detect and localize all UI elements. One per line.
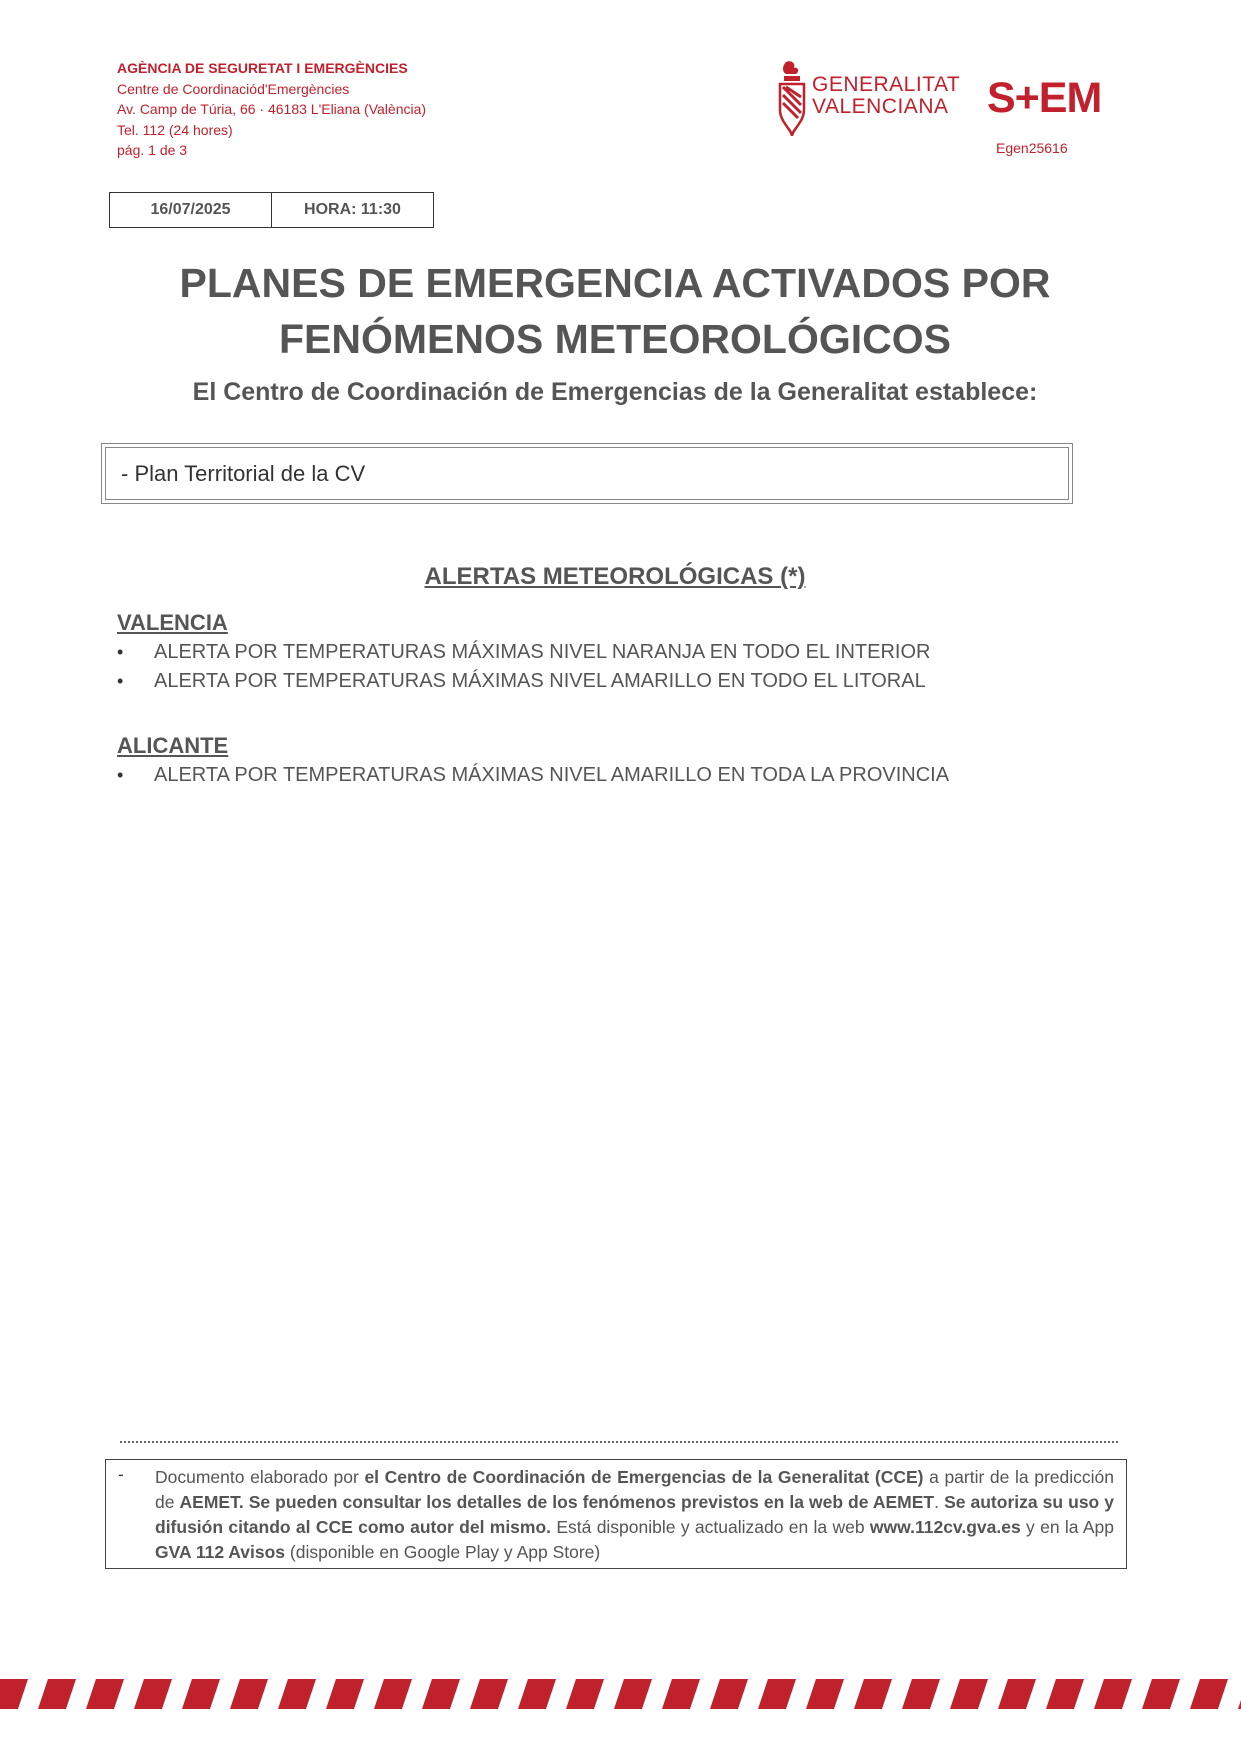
footer-web-link[interactable]: www.112cv.gva.es — [869, 1517, 1021, 1537]
dash-marker: - — [118, 1465, 124, 1484]
alert-list-valencia — [117, 638, 930, 696]
agency-header — [117, 58, 426, 161]
footer-text-part: y en la App — [1020, 1517, 1114, 1537]
stripe — [374, 1679, 412, 1709]
plan-box — [101, 443, 1073, 504]
stripe — [710, 1679, 748, 1709]
alert-text: ALERTA POR TEMPERATURAS MÁXIMAS NIVEL NARANJA EN TODO EL INTERIOR — [154, 641, 931, 663]
stripe — [998, 1679, 1036, 1709]
list-item — [117, 761, 949, 790]
stripe — [38, 1679, 76, 1709]
stripe — [614, 1679, 652, 1709]
stripe — [1094, 1679, 1132, 1709]
document-code: Egen25616 — [996, 140, 1068, 156]
stripe — [1142, 1679, 1180, 1709]
footer-text — [155, 1465, 1114, 1568]
page-title — [0, 255, 1230, 367]
stripe — [854, 1679, 892, 1709]
date-time-box — [109, 192, 434, 228]
stripe — [518, 1679, 556, 1709]
subtitle: El Centro de Coordinación de Emergencias de la Generalitat establece: — [192, 378, 1038, 406]
agency-name: AGÈNCIA DE SEGURETAT I EMERGÈNCIES — [117, 60, 408, 76]
logo-line-2: VALENCIANA — [812, 95, 949, 118]
list-item — [117, 667, 930, 696]
alert-text: ALERTA POR TEMPERATURAS MÁXIMAS NIVEL AMARILLO EN TODA LA PROVINCIA — [154, 764, 950, 786]
bullet-icon: • — [117, 642, 124, 662]
footer-text-part: a partir de la predicción de — [155, 1467, 1114, 1512]
region-heading-alicante: ALICANTE — [117, 733, 229, 758]
stripe — [1046, 1679, 1084, 1709]
stripe — [902, 1679, 940, 1709]
footer-bold-part: AEMET. Se pueden consultar los detalles de los fenómenos previstos en la web de AEMET — [179, 1492, 935, 1512]
logo-line-1: GENERALITAT — [812, 73, 961, 96]
stripe — [950, 1679, 988, 1709]
stripe — [278, 1679, 316, 1709]
stripe — [662, 1679, 700, 1709]
region-heading-valencia: VALENCIA — [117, 610, 228, 635]
footer-text-part: . — [934, 1492, 945, 1512]
phone: Tel. 112 (24 hores) — [117, 121, 233, 138]
stripe — [182, 1679, 220, 1709]
stripe — [470, 1679, 508, 1709]
time: HORA: 11:30 — [271, 193, 433, 227]
footer-text-part: (disponible en Google Play y App Store) — [285, 1542, 601, 1562]
stripe — [422, 1679, 460, 1709]
stripe — [806, 1679, 844, 1709]
sem-logo: S+EM — [987, 74, 1102, 122]
footer-bold-part: el Centro de Coordinación de Emergencias de la Generalitat (CCE) — [364, 1467, 924, 1487]
stripe — [230, 1679, 268, 1709]
footer-text-part: Documento elaborado por — [155, 1467, 365, 1487]
stripe — [86, 1679, 124, 1709]
alerts-title: ALERTAS METEOROLÓGICAS (*) — [424, 563, 806, 590]
generalitat-wordmark — [812, 74, 960, 118]
stripe — [0, 1679, 28, 1709]
hazard-stripes — [0, 1679, 1241, 1709]
title-line-2: FENÓMENOS METEOROLÓGICOS — [279, 316, 951, 362]
page-number: pág. 1 de 3 — [117, 142, 188, 158]
stripe — [134, 1679, 172, 1709]
title-line-1: PLANES DE EMERGENCIA ACTIVADOS POR — [179, 260, 1051, 306]
alert-text: ALERTA POR TEMPERATURAS MÁXIMAS NIVEL AMARILLO EN TODO EL LITORAL — [154, 670, 926, 692]
footer-text-part: Está disponible y actualizado en la web — [551, 1517, 870, 1537]
address: Av. Camp de Túria, 66 · 46183 L'Eliana (València) — [117, 101, 427, 117]
stripe — [1190, 1679, 1228, 1709]
plan-text: - Plan Territorial de la CV — [105, 447, 1069, 500]
footer-note — [105, 1459, 1127, 1569]
bullet-icon: • — [117, 765, 124, 785]
stripe — [326, 1679, 364, 1709]
footer-bold-part: Se autoriza su uso y difusión citando al CCE como autor del mismo. — [155, 1492, 1115, 1537]
stripe — [758, 1679, 796, 1709]
bullet-icon: • — [117, 671, 124, 691]
center-name: Centre de Coordinaciód'Emergències — [117, 80, 350, 97]
date: 16/07/2025 — [150, 201, 231, 218]
stripe — [566, 1679, 604, 1709]
generalitat-logo — [774, 60, 961, 140]
dotted-divider — [120, 1441, 1118, 1443]
alert-list-alicante — [117, 761, 949, 790]
footer-app-name: GVA 112 Avisos — [155, 1542, 286, 1562]
list-item — [117, 638, 930, 667]
coat-of-arms-icon — [774, 60, 808, 138]
